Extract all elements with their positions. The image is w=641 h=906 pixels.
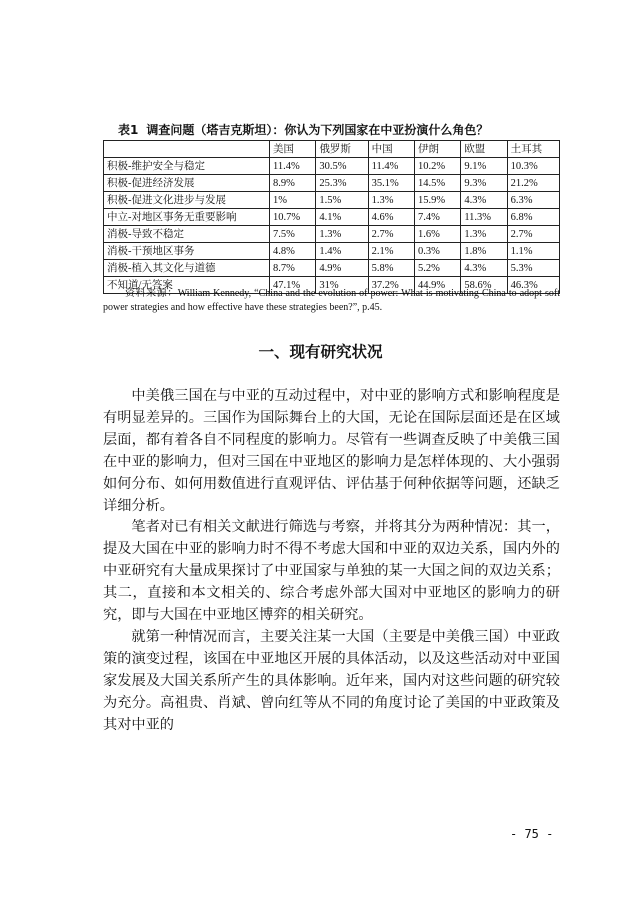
table-row — [104, 209, 560, 226]
table-cell: 7.4% — [414, 209, 460, 226]
table-cell: 8.9% — [270, 175, 316, 192]
table-cell: 4.9% — [316, 260, 368, 277]
table-cell: 11.4% — [368, 158, 414, 175]
table-cell: 4.1% — [316, 209, 368, 226]
table-cell: 0.3% — [414, 243, 460, 260]
row-label: 积极-促进经济发展 — [104, 175, 270, 192]
table-row — [104, 260, 560, 277]
table-cell: 2.7% — [368, 226, 414, 243]
table-cell: 1.3% — [461, 226, 507, 243]
table-cell: 5.8% — [368, 260, 414, 277]
table-cell: 4.6% — [368, 209, 414, 226]
header-cell-blank — [104, 141, 270, 158]
header-cell-usa: 美国 — [270, 141, 316, 158]
table-cell: 8.7% — [270, 260, 316, 277]
row-label: 消极-干预地区事务 — [104, 243, 270, 260]
header-cell-china: 中国 — [368, 141, 414, 158]
table-label: 表1 — [118, 123, 139, 137]
table-cell: 1.6% — [414, 226, 460, 243]
survey-table — [103, 140, 560, 294]
table-cell: 47.1% — [270, 277, 316, 294]
table-cell: 21.2% — [507, 175, 559, 192]
table-cell: 11.4% — [270, 158, 316, 175]
table-cell: 2.7% — [507, 226, 559, 243]
row-label: 积极-促进文化进步与发展 — [104, 192, 270, 209]
header-cell-russia: 俄罗斯 — [316, 141, 368, 158]
source-label: 资料来源： — [125, 288, 178, 299]
table-header-row — [104, 141, 560, 158]
table-cell: 4.8% — [270, 243, 316, 260]
page-number: - 75 - — [510, 827, 554, 841]
table-cell: 1.4% — [316, 243, 368, 260]
row-label: 消极-导致不稳定 — [104, 226, 270, 243]
table-caption — [118, 121, 488, 138]
body-text — [103, 386, 560, 737]
table-cell: 5.2% — [414, 260, 460, 277]
table-cell: 37.2% — [368, 277, 414, 294]
table-cell: 5.3% — [507, 260, 559, 277]
table-cell: 1.1% — [507, 243, 559, 260]
table-cell: 9.1% — [461, 158, 507, 175]
table-cell: 31% — [316, 277, 368, 294]
table-cell: 58.6% — [461, 277, 507, 294]
row-label: 积极-维护安全与稳定 — [104, 158, 270, 175]
table-row — [104, 175, 560, 192]
table-row — [104, 226, 560, 243]
paragraph: 中美俄三国在与中亚的互动过程中，对中亚的影响方式和影响程度是有明显差异的。三国作为国际舞台上的大国，无论在国际层面还是在区域层面，都有着各自不同程度的影响力。尽管有一些调查反映了中美俄三国在中亚的影响力，但对三国在中亚地区的影响力是怎样体现的、大小强弱如何分布、如何用数值进行直观评估、评估基于何种依据等问题，还缺乏详细分析。 — [103, 388, 560, 514]
table-cell: 15.9% — [414, 192, 460, 209]
table-cell: 1.3% — [316, 226, 368, 243]
table-cell: 1% — [270, 192, 316, 209]
row-label: 不知道/无答案 — [104, 277, 270, 294]
table-cell: 1.8% — [461, 243, 507, 260]
row-label: 中立-对地区事务无重要影响 — [104, 209, 270, 226]
table-cell: 4.3% — [461, 260, 507, 277]
table-cell: 46.3% — [507, 277, 559, 294]
table-cell: 10.2% — [414, 158, 460, 175]
table-cell: 35.1% — [368, 175, 414, 192]
survey-table-head — [104, 141, 560, 158]
table-title: 调查问题（塔吉克斯坦）：你认为下列国家在中亚扮演什么角色？ — [146, 123, 489, 137]
table-cell: 6.3% — [507, 192, 559, 209]
table-cell: 14.5% — [414, 175, 460, 192]
table-row — [104, 158, 560, 175]
table-source-note — [103, 287, 560, 315]
source-citation: William Kennedy, “China and the evolution of power: What is motivating China to adopt soft power strategies and how effective have these strategies been?”, p.45. — [103, 288, 561, 313]
table-cell: 2.1% — [368, 243, 414, 260]
table-cell: 30.5% — [316, 158, 368, 175]
row-label: 消极-植入其文化与道德 — [104, 260, 270, 277]
header-cell-turkey: 土耳其 — [507, 141, 559, 158]
survey-table-body — [104, 158, 560, 294]
header-cell-eu: 欧盟 — [461, 141, 507, 158]
header-cell-iran: 伊朗 — [414, 141, 460, 158]
table-cell: 1.5% — [316, 192, 368, 209]
paragraph: 笔者对已有相关文献进行筛选与考察，并将其分为两种情况：其一，提及大国在中亚的影响力时不得不考虑大国和中亚的双边关系，国内外的中亚研究有大量成果探讨了中亚国家与单独的某一大国之间的双边关系；其二，直接和本文相关的、综合考虑外部大国对中亚地区的影响力的研究，即与大国在中亚地区博弈的相关研究。 — [103, 519, 560, 624]
table-cell: 44.9% — [414, 277, 460, 294]
table-cell: 1.3% — [368, 192, 414, 209]
paragraph: 就第一种情况而言，主要关注某一大国（主要是中美俄三国）中亚政策的演变过程，该国在中亚地区开展的具体活动，以及这些活动对中亚国家发展及大国关系所产生的具体影响。近年来，国内对这些问题的研究较为充分。高祖贵、肖斌、曾向红等从不同的角度讨论了美国的中亚政策及其对中亚的 — [103, 628, 560, 733]
table-cell: 25.3% — [316, 175, 368, 192]
table-cell: 10.7% — [270, 209, 316, 226]
table-cell: 11.3% — [461, 209, 507, 226]
table-cell: 6.8% — [507, 209, 559, 226]
table-cell: 9.3% — [461, 175, 507, 192]
section-heading: 一、现有研究状况 — [258, 343, 383, 361]
table-row — [104, 192, 560, 209]
table-cell: 7.5% — [270, 226, 316, 243]
table-cell: 10.3% — [507, 158, 559, 175]
table-cell: 4.3% — [461, 192, 507, 209]
table-row — [104, 243, 560, 260]
